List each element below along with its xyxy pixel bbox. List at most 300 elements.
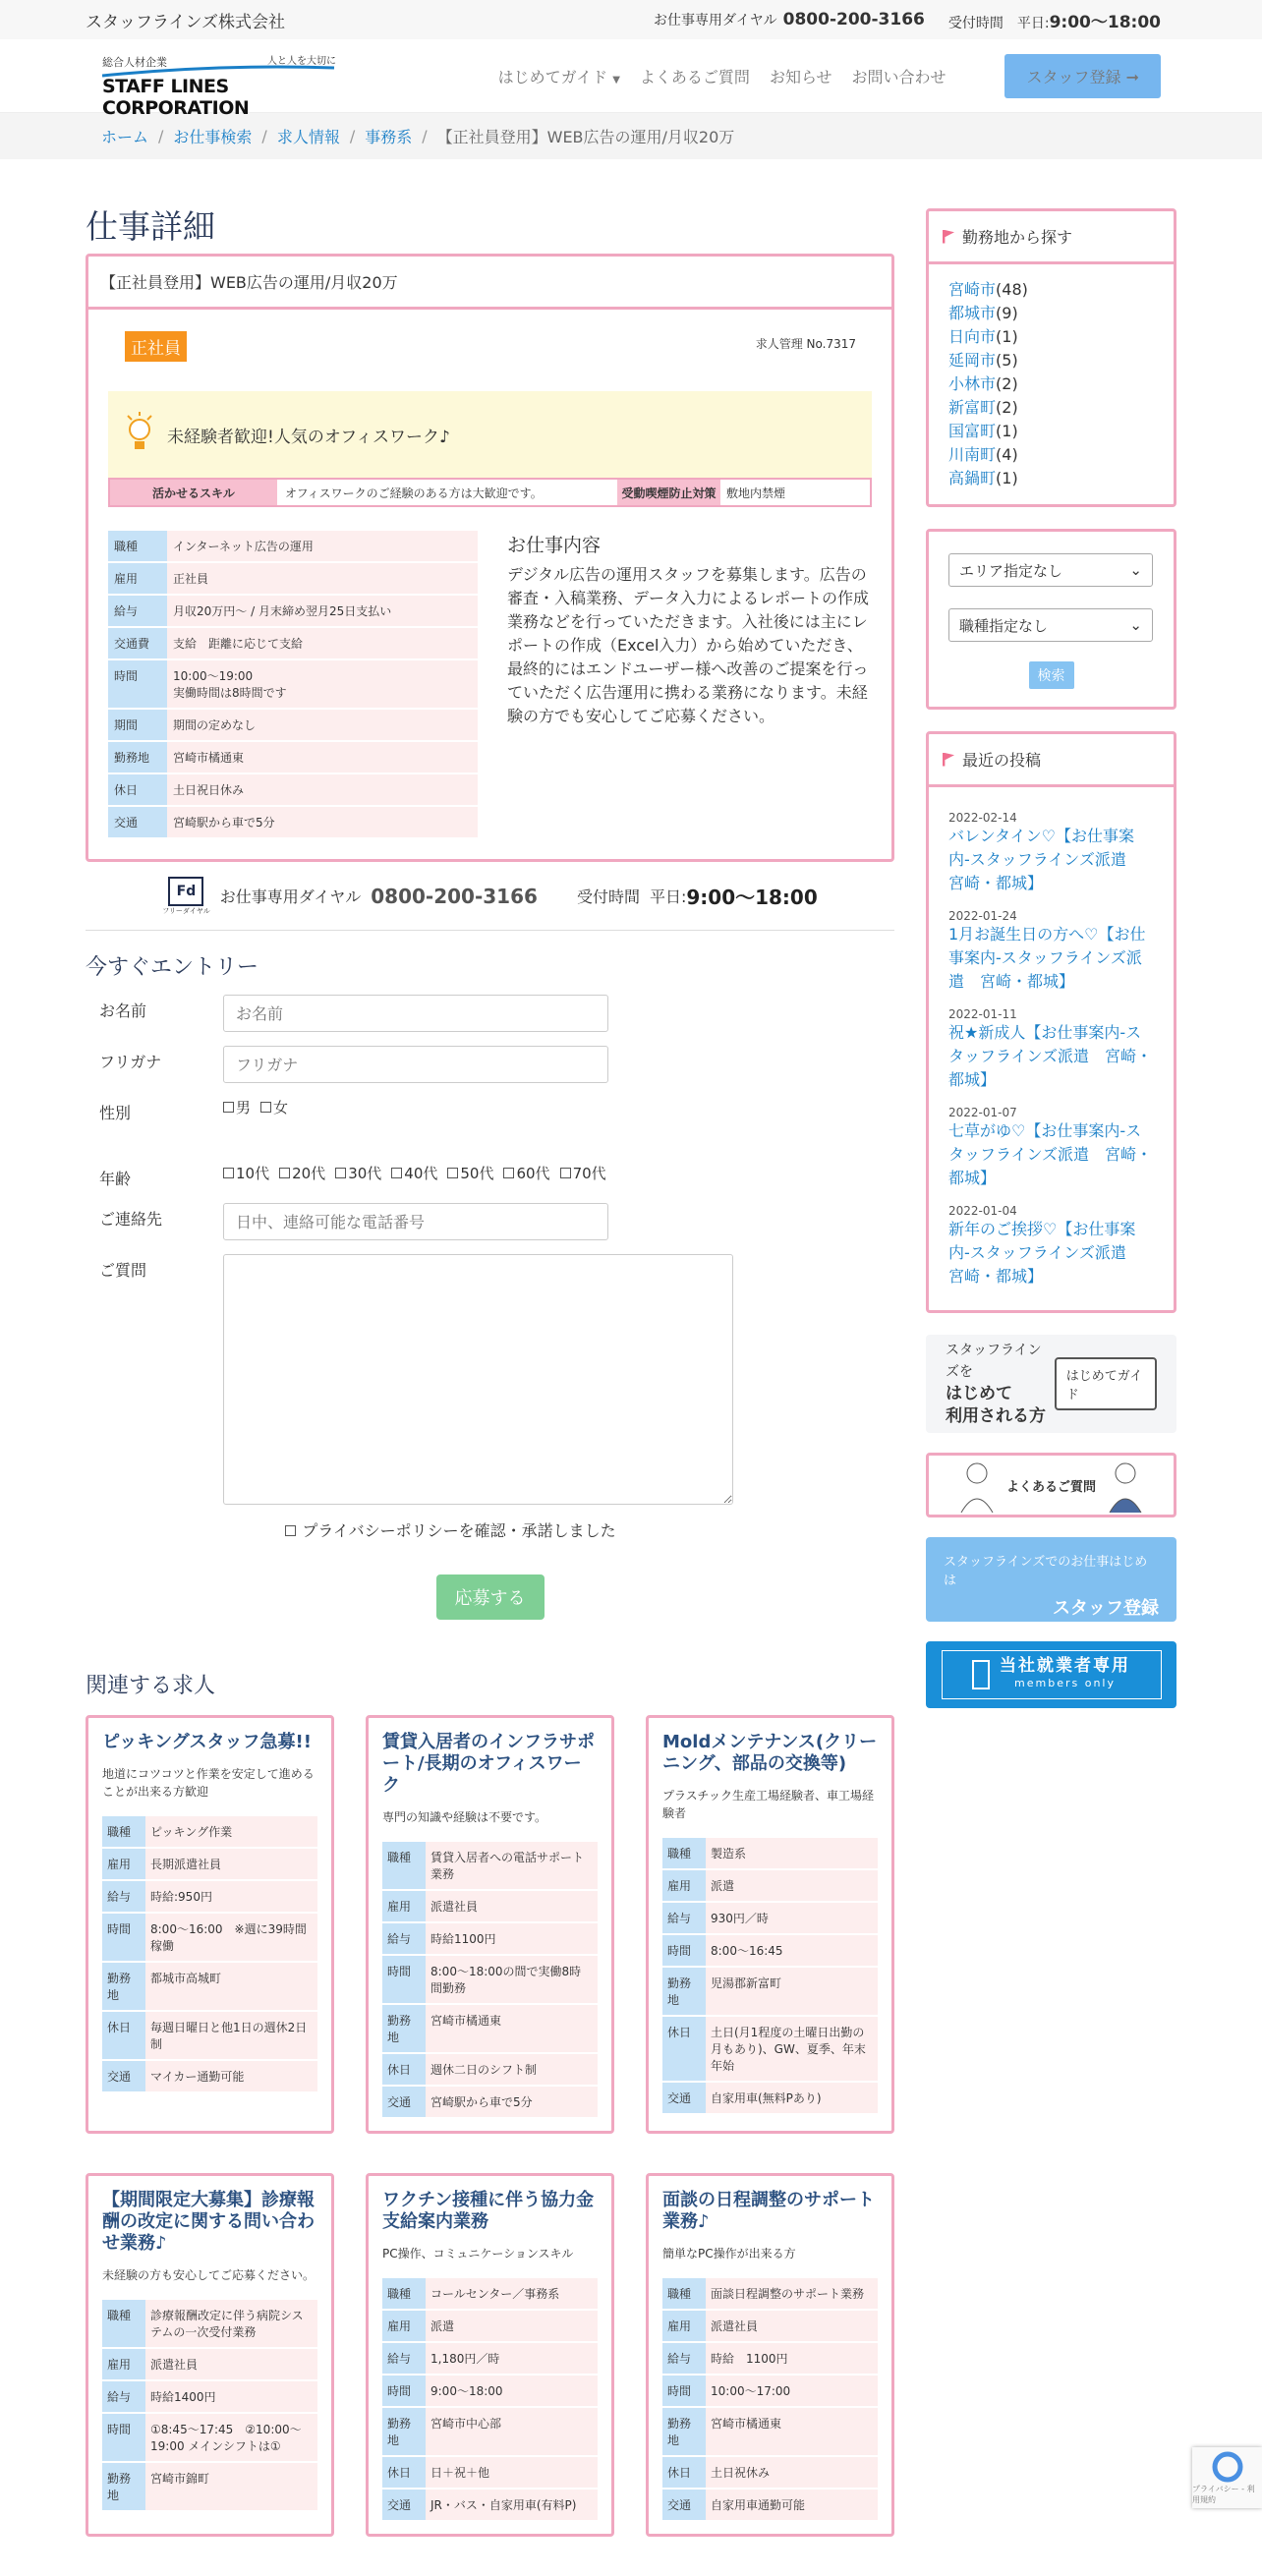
job-card[interactable] <box>366 2173 614 2537</box>
job-title: 【正社員登用】WEB広告の運用/月収20万 <box>88 257 891 310</box>
dial-hours-label: 受付時間 <box>576 887 640 906</box>
job-card-key: 雇用 <box>662 2310 706 2342</box>
job-card-key: 給与 <box>102 1880 145 1913</box>
job-detail-box <box>86 254 894 862</box>
area-item <box>948 372 1154 396</box>
job-card-value: 930円／時 <box>706 1902 878 1934</box>
spec-key: 交通 <box>108 806 167 838</box>
guide-line3: 利用される方 <box>946 1406 1046 1426</box>
job-card-key: 交通 <box>382 2489 426 2521</box>
sidebar <box>926 208 1176 1728</box>
job-card-row <box>662 2489 878 2521</box>
freedial-sub: フリーダイヤル <box>162 906 210 915</box>
job-card-value: 土日祝休み <box>706 2456 878 2489</box>
main-content <box>86 201 894 2576</box>
spec-value: 10:00〜19:00 実働時間は8時間です <box>167 659 478 709</box>
question-textarea[interactable] <box>223 1254 733 1505</box>
dial-strip <box>86 862 894 931</box>
freedial-mark: Fd <box>168 877 203 906</box>
chevron-down-icon: ⌄ <box>1129 616 1142 634</box>
job-card-title[interactable]: 【期間限定大募集】診療報酬の改定に関する問い合わせ業務♪ <box>102 2190 315 2254</box>
job-card-key: 時間 <box>102 2413 145 2462</box>
crumb-jobs[interactable]: 求人情報 <box>276 128 340 146</box>
job-card-row <box>102 2060 317 2092</box>
job-card-value: 宮崎駅から車で5分 <box>426 2086 598 2118</box>
job-card-row <box>382 2456 598 2489</box>
spec-row <box>108 562 478 595</box>
arrow-right-icon: ➞ <box>1125 67 1139 86</box>
hours-label: 受付時間 <box>947 15 1004 31</box>
age-options <box>223 1163 606 1183</box>
gender-options <box>223 1097 288 1117</box>
job-card-row <box>382 2489 598 2521</box>
job-card-key: 勤務地 <box>102 2462 145 2511</box>
area-link[interactable]: 川南町 <box>948 445 997 464</box>
checkbox[interactable] <box>223 1168 234 1178</box>
dial-strip-label: お仕事専用ダイヤル <box>219 887 362 906</box>
job-card-value: コールセンター／事務系 <box>426 2278 598 2310</box>
age-option[interactable] <box>391 1163 437 1183</box>
job-card-key: 時間 <box>102 1913 145 1962</box>
skill-row <box>108 478 872 507</box>
job-card-title[interactable]: Moldメンテナンス(クリーニング、部品の交換等) <box>662 1732 878 1774</box>
door-icon <box>972 1660 990 1689</box>
description-title: お仕事内容 <box>507 535 602 556</box>
job-card-key: 職種 <box>382 2278 426 2310</box>
job-card-value: 9:00〜18:00 <box>426 2375 598 2407</box>
job-card-key: 時間 <box>662 2375 706 2407</box>
job-card[interactable] <box>366 1715 614 2134</box>
job-card-key: 勤務地 <box>662 1967 706 2016</box>
nav-guide-label: はじめてガイド <box>497 67 608 86</box>
staff-register-button[interactable] <box>1004 54 1161 98</box>
hours-day: 平日: <box>1016 15 1050 31</box>
job-card-row <box>662 2016 878 2082</box>
freedial-logo <box>162 877 210 916</box>
age-option[interactable] <box>223 1163 269 1183</box>
gender-male-label: 男 <box>236 1099 252 1116</box>
faq-banner[interactable] <box>926 1453 1176 1517</box>
job-card-key: 休日 <box>382 2053 426 2086</box>
area-item <box>948 278 1154 302</box>
job-card-row <box>662 2310 878 2342</box>
job-card-row <box>382 1955 598 2004</box>
job-card-row <box>662 1967 878 2016</box>
checkbox[interactable] <box>285 1525 296 1536</box>
post-link[interactable]: 1月お誕生日の方へ♡【お仕事案内-スタッフラインズ派遣 宮崎・都城】 <box>948 925 1146 991</box>
job-card-title[interactable]: 面談の日程調整のサポート業務♪ <box>662 2190 875 2232</box>
spec-row <box>108 659 478 709</box>
age-option[interactable] <box>279 1163 325 1183</box>
checkbox[interactable] <box>447 1168 458 1178</box>
employment-badge: 正社員 <box>125 331 187 362</box>
job-card-value: 派遣社員 <box>145 2348 317 2380</box>
age-option[interactable] <box>335 1163 381 1183</box>
job-card-key: 勤務地 <box>662 2407 706 2456</box>
job-card-value: 毎週日曜日と他1日の週休2日制 <box>145 2011 317 2060</box>
job-card-row <box>662 2278 878 2310</box>
spec-value: インターネット広告の運用 <box>167 531 478 562</box>
job-card-value: 都城市高城町 <box>145 1962 317 2011</box>
area-box <box>926 208 1176 507</box>
job-card-row <box>382 2053 598 2086</box>
age-option[interactable] <box>447 1163 493 1183</box>
job-card-key: 雇用 <box>382 1890 426 1922</box>
gender-label: 性別 <box>99 1104 132 1122</box>
job-card-value: 賃貸入居者への電話サポート業務 <box>426 1842 598 1890</box>
checkbox[interactable] <box>335 1168 346 1178</box>
spec-value: 土日祝日休み <box>167 773 478 806</box>
area-select[interactable] <box>948 553 1153 587</box>
age-option-label: 60代 <box>516 1165 550 1182</box>
job-card-key: 交通 <box>382 2086 426 2118</box>
dial-time: 9:00〜18:00 <box>686 886 818 909</box>
name-input[interactable] <box>223 995 608 1032</box>
nav-contact[interactable]: お問い合わせ <box>851 67 946 86</box>
job-card-value: 宮崎市橘通東 <box>706 2407 878 2456</box>
question-label: ご質問 <box>99 1261 147 1280</box>
area-item <box>948 467 1154 490</box>
spec-row <box>108 773 478 806</box>
posts-title: 最近の投稿 <box>962 751 1042 770</box>
job-card-key: 雇用 <box>382 2310 426 2342</box>
area-select-value: エリア指定なし <box>959 561 1063 580</box>
job-card-row <box>102 1816 317 1848</box>
job-card-row <box>382 2342 598 2375</box>
register-banner-small: スタッフラインズでのお仕事はじめは <box>944 1555 1148 1588</box>
job-card-subtitle: 未経験の方も安心してご応募ください。 <box>102 2268 316 2282</box>
area-link[interactable]: 国富町 <box>948 422 997 440</box>
area-count: (48) <box>996 280 1028 299</box>
guide-banner[interactable] <box>926 1335 1176 1433</box>
job-card-row <box>102 2300 317 2348</box>
area-count: (1) <box>996 327 1018 346</box>
dial-strip-number[interactable]: 0800-200-3166 <box>371 884 538 908</box>
job-card-row <box>662 2407 878 2456</box>
post-link[interactable]: バレンタイン♡【お仕事案内-スタッフラインズ派遣 宮崎・都城】 <box>948 827 1142 892</box>
job-card-value: 面談日程調整のサポート業務 <box>706 2278 878 2310</box>
job-card-value: 宮崎市橘通東 <box>426 2004 598 2053</box>
dial-label: お仕事専用ダイヤル <box>654 13 777 29</box>
crumb-search[interactable]: お仕事検索 <box>173 128 253 146</box>
post-date: 2022-01-24 <box>948 909 1017 923</box>
post-date: 2022-01-07 <box>948 1106 1017 1119</box>
job-card-value: 10:00〜17:00 <box>706 2375 878 2407</box>
nav-news[interactable]: お知らせ <box>769 67 832 86</box>
area-count: (2) <box>996 398 1018 417</box>
spec-value: 正社員 <box>167 562 478 595</box>
area-link[interactable]: 延岡市 <box>948 351 997 370</box>
checkbox[interactable] <box>503 1168 514 1178</box>
guide-banner-button: はじめてガイド <box>1055 1357 1157 1410</box>
job-card-value: ①8:45〜17:45 ②10:00〜19:00 メインシフトは① <box>145 2413 317 2462</box>
spec-row <box>108 806 478 838</box>
apply-button[interactable]: 応募する <box>436 1574 545 1620</box>
person-icon <box>957 1458 997 1513</box>
job-card-subtitle: プラスチック生産工場経験者、車工場経験者 <box>662 1789 875 1820</box>
age-option-label: 40代 <box>404 1165 438 1182</box>
type-select[interactable] <box>948 608 1153 642</box>
job-card-value: 1,180円／時 <box>426 2342 598 2375</box>
job-card[interactable] <box>86 2173 334 2537</box>
job-card-value: 土日(月1程度の土曜日出勤の月もあり)、GW、夏季、年末年始 <box>706 2016 878 2082</box>
nav-faq[interactable]: よくあるご質問 <box>639 67 750 86</box>
contact-input[interactable] <box>223 1203 608 1240</box>
search-button[interactable]: 検索 <box>1029 661 1074 689</box>
privacy-check[interactable] <box>7 1518 894 1541</box>
spec-row <box>108 627 478 659</box>
job-card-key: 職種 <box>102 2300 145 2348</box>
skill-value: オフィスワークのご経験のある方は大歓迎です。 <box>277 480 617 505</box>
search-box <box>926 529 1176 710</box>
job-card-key: 勤務地 <box>102 1962 145 2011</box>
crumb-office[interactable]: 事務系 <box>365 128 413 146</box>
members-small: members only <box>1014 1677 1116 1689</box>
job-card-key: 職種 <box>382 1842 426 1890</box>
job-card-row <box>382 2375 598 2407</box>
job-card-value: 派遣社員 <box>426 1890 598 1922</box>
area-link[interactable]: 日向市 <box>948 327 997 346</box>
job-card-key: 休日 <box>662 2016 706 2082</box>
gender-female-label: 女 <box>273 1099 289 1116</box>
age-option-label: 70代 <box>572 1165 606 1182</box>
register-banner-big: スタッフ登録 <box>1053 1598 1159 1619</box>
area-link[interactable]: 小林市 <box>948 374 997 393</box>
job-card-subtitle: 簡単なPC操作が出来る方 <box>662 2247 796 2261</box>
area-count: (1) <box>996 422 1018 440</box>
type-select-value: 職種指定なし <box>959 616 1049 635</box>
job-card-key: 時間 <box>662 1934 706 1967</box>
job-card-row <box>662 2082 878 2114</box>
recaptcha-badge[interactable] <box>1192 2447 1262 2508</box>
spec-key: 給与 <box>108 595 167 627</box>
job-card-value: 児湯郡新富町 <box>706 1967 878 2016</box>
nav-guide[interactable] <box>498 65 620 87</box>
dial-day: 平日: <box>649 887 687 906</box>
site-logo[interactable] <box>102 48 338 119</box>
job-card-subtitle: 専門の知識や経験は不要です。 <box>382 1810 547 1824</box>
job-card-row <box>662 2375 878 2407</box>
job-card-key: 勤務地 <box>382 2407 426 2456</box>
job-card-key: 給与 <box>102 2380 145 2413</box>
related-title: 関連する求人 <box>86 1674 216 1698</box>
logo-small: 総合人材企業 <box>102 56 167 69</box>
checkbox[interactable] <box>279 1168 290 1178</box>
checkbox[interactable] <box>560 1168 571 1178</box>
area-link[interactable]: 新富町 <box>948 398 997 417</box>
job-card-row <box>382 1890 598 1922</box>
breadcrumb: ホーム / お仕事検索 / 求人情報 / 事務系 / 【正社員登用】WEB広告の運用/月収20万 <box>0 113 1262 159</box>
smoking-label: 受動喫煙防止対策 <box>617 480 720 505</box>
skill-label: 活かせるスキル <box>110 480 277 505</box>
job-card-value: 時給1400円 <box>145 2380 317 2413</box>
spec-key: 勤務地 <box>108 741 167 773</box>
spec-key: 雇用 <box>108 562 167 595</box>
job-card-key: 勤務地 <box>382 2004 426 2053</box>
logo-tagline: 人と人を大切に <box>267 56 336 67</box>
job-card-key: 職種 <box>662 2278 706 2310</box>
job-spec-table <box>108 531 478 839</box>
dial-number[interactable]: 0800-200-3166 <box>782 10 925 29</box>
job-card-value: 自家用車通勤可能 <box>706 2489 878 2521</box>
gender-female[interactable] <box>260 1097 288 1117</box>
area-link[interactable]: 宮崎市 <box>948 280 997 299</box>
job-card-row <box>662 2456 878 2489</box>
job-card-row <box>662 1934 878 1967</box>
job-card-row <box>102 1913 317 1962</box>
area-count: (9) <box>996 304 1018 322</box>
job-card-row <box>102 1880 317 1913</box>
spec-value: 期間の定めなし <box>167 709 478 741</box>
job-card-key: 交通 <box>662 2082 706 2114</box>
job-card-key: 雇用 <box>102 2348 145 2380</box>
main-nav <box>498 54 1161 98</box>
area-count: (2) <box>996 374 1018 393</box>
kana-label: フリガナ <box>99 1053 162 1071</box>
job-card-title[interactable]: 賃貸入居者のインフラサポート/長期のオフィスワーク <box>382 1732 595 1796</box>
post-date: 2022-02-14 <box>948 811 1017 825</box>
spec-row <box>108 709 478 741</box>
job-card-row <box>382 2310 598 2342</box>
job-card-key: 雇用 <box>662 1869 706 1902</box>
register-banner[interactable] <box>926 1537 1176 1622</box>
post-link[interactable]: 祝★新成人【お仕事案内-スタッフラインズ派遣 宮崎・都城】 <box>948 1023 1153 1089</box>
header <box>0 39 1262 119</box>
area-count: (4) <box>996 445 1018 464</box>
register-label: スタッフ登録 <box>1026 67 1121 86</box>
job-card-value: 診療報酬改定に伴う病院システムの一次受付業務 <box>145 2300 317 2348</box>
job-card-value: 宮崎市錦町 <box>145 2462 317 2511</box>
job-card-key: 休日 <box>662 2456 706 2489</box>
job-card-row <box>102 1848 317 1880</box>
related-jobs <box>86 1715 894 2576</box>
chevron-down-icon: ⌄ <box>1129 561 1142 579</box>
job-card-table <box>662 1838 878 2115</box>
job-card-key: 交通 <box>662 2489 706 2521</box>
job-card-value: 時給:950円 <box>145 1880 317 1913</box>
job-card-value: 8:00〜18:00の間で実働8時間勤務 <box>426 1955 598 2004</box>
job-card-row <box>382 2086 598 2118</box>
age-option-label: 10代 <box>236 1165 270 1182</box>
job-card-key: 給与 <box>382 1922 426 1955</box>
job-card-value: 8:00〜16:45 <box>706 1934 878 1967</box>
job-card-table <box>102 2300 317 2512</box>
checkbox[interactable] <box>223 1102 234 1113</box>
job-card-value: JR・バス・自家用車(有料P) <box>426 2489 598 2521</box>
job-card-row <box>382 1922 598 1955</box>
age-label: 年齢 <box>99 1170 132 1188</box>
job-card-key: 職種 <box>102 1816 145 1848</box>
job-card-row <box>102 2380 317 2413</box>
job-card[interactable] <box>646 1715 894 2134</box>
flag-icon <box>943 230 954 244</box>
area-item <box>948 443 1154 467</box>
age-option[interactable] <box>560 1163 606 1183</box>
description-text: デジタル広告の運用スタッフを募集します。広告の審査・入稿業務、データ入力によるレポートの作成業務などを行っていただきます。入社後には主にレポートの作成（Excel入力）から始めていただき、最終的にはエンドユーザー様へ改善のご提案を行っていただく広告運用に携わる業務になります。未経験の方でも安心してご応募ください。 <box>507 565 870 725</box>
area-link[interactable]: 高鍋町 <box>948 469 997 487</box>
post-link[interactable]: 七草がゆ♡【お仕事案内-スタッフラインズ派遣 宮崎・都城】 <box>948 1121 1153 1187</box>
contact-label: ご連絡先 <box>99 1210 163 1229</box>
job-card-row <box>382 2407 598 2456</box>
post-date: 2022-01-11 <box>948 1007 1017 1021</box>
guide-line1: スタッフラインズを <box>946 1343 1042 1380</box>
spec-key: 職種 <box>108 531 167 562</box>
spec-key: 交通費 <box>108 627 167 659</box>
age-option-label: 20代 <box>292 1165 326 1182</box>
members-banner[interactable] <box>926 1641 1176 1708</box>
kana-input[interactable] <box>223 1046 608 1083</box>
hours-time: 9:00〜18:00 <box>1049 12 1161 32</box>
job-card-value: ピッキング作業 <box>145 1816 317 1848</box>
faq-banner-label: よくあるご質問 <box>1005 1479 1096 1495</box>
entry-title: 今すぐエントリー <box>86 955 259 980</box>
job-card-key: 時間 <box>382 1955 426 2004</box>
spec-key: 休日 <box>108 773 167 806</box>
members-big: 当社就業者専用 <box>1000 1656 1130 1676</box>
area-item <box>948 420 1154 443</box>
recaptcha-icon <box>1211 2450 1244 2484</box>
spec-value: 月収20万円〜 / 月末締め翌月25日支払い <box>167 595 478 627</box>
age-option-label: 50代 <box>460 1165 494 1182</box>
checkbox[interactable] <box>391 1168 402 1178</box>
job-card-row <box>102 2462 317 2511</box>
job-card-subtitle: 地道にコツコツと作業を安定して進めることが出来る方歓迎 <box>102 1767 315 1799</box>
job-card-value: 自家用車(無料Pあり) <box>706 2082 878 2114</box>
area-count: (5) <box>996 351 1018 370</box>
crumb-home[interactable]: ホーム <box>101 128 149 146</box>
job-card-key: 休日 <box>382 2456 426 2489</box>
post-date: 2022-01-04 <box>948 1204 1017 1218</box>
flag-icon <box>943 753 954 767</box>
job-card-key: 給与 <box>382 2342 426 2375</box>
gender-male[interactable] <box>223 1097 251 1117</box>
job-card-table <box>102 1816 317 2093</box>
checkbox[interactable] <box>260 1102 271 1113</box>
top-bar <box>0 0 1262 39</box>
spec-row <box>108 595 478 627</box>
area-link[interactable]: 都城市 <box>948 304 997 322</box>
job-card-row <box>102 2413 317 2462</box>
job-card-row <box>102 1962 317 2011</box>
name-label: お名前 <box>99 1002 147 1020</box>
job-card-value: 日＋祝＋他 <box>426 2456 598 2489</box>
privacy-label: プライバシーポリシーを確認・承諾しました <box>302 1521 616 1540</box>
job-card-row <box>102 2348 317 2380</box>
job-card-title[interactable]: ワクチン接種に伴う協力金支給案内業務 <box>382 2190 595 2232</box>
age-option[interactable] <box>503 1163 549 1183</box>
age-option-label: 30代 <box>348 1165 382 1182</box>
guide-line2: はじめて <box>946 1384 1012 1403</box>
job-card[interactable] <box>646 2173 894 2537</box>
job-card-title[interactable]: ピッキングスタッフ急募!! <box>102 1732 312 1752</box>
job-card-key: 休日 <box>102 2011 145 2060</box>
job-card-table <box>662 2278 878 2522</box>
area-item <box>948 325 1154 349</box>
post-link[interactable]: 新年のご挨拶♡【お仕事案内-スタッフラインズ派遣 宮崎・都城】 <box>948 1220 1142 1286</box>
job-card-value: 8:00〜16:00 ※週に39時間稼働 <box>145 1913 317 1962</box>
spec-row <box>108 531 478 562</box>
job-description <box>507 531 872 839</box>
job-card-key: 雇用 <box>102 1848 145 1880</box>
job-card-value: 宮崎市中心部 <box>426 2407 598 2456</box>
job-card[interactable] <box>86 1715 334 2134</box>
job-card-row <box>382 1842 598 1890</box>
catch-copy <box>108 391 872 478</box>
post-list <box>929 787 1174 1310</box>
job-card-value: 週休二日のシフト制 <box>426 2053 598 2086</box>
logo-name: STAFF LINES CORPORATION <box>102 76 250 119</box>
crumb-current: 【正社員登用】WEB広告の運用/月収20万 <box>436 128 735 146</box>
